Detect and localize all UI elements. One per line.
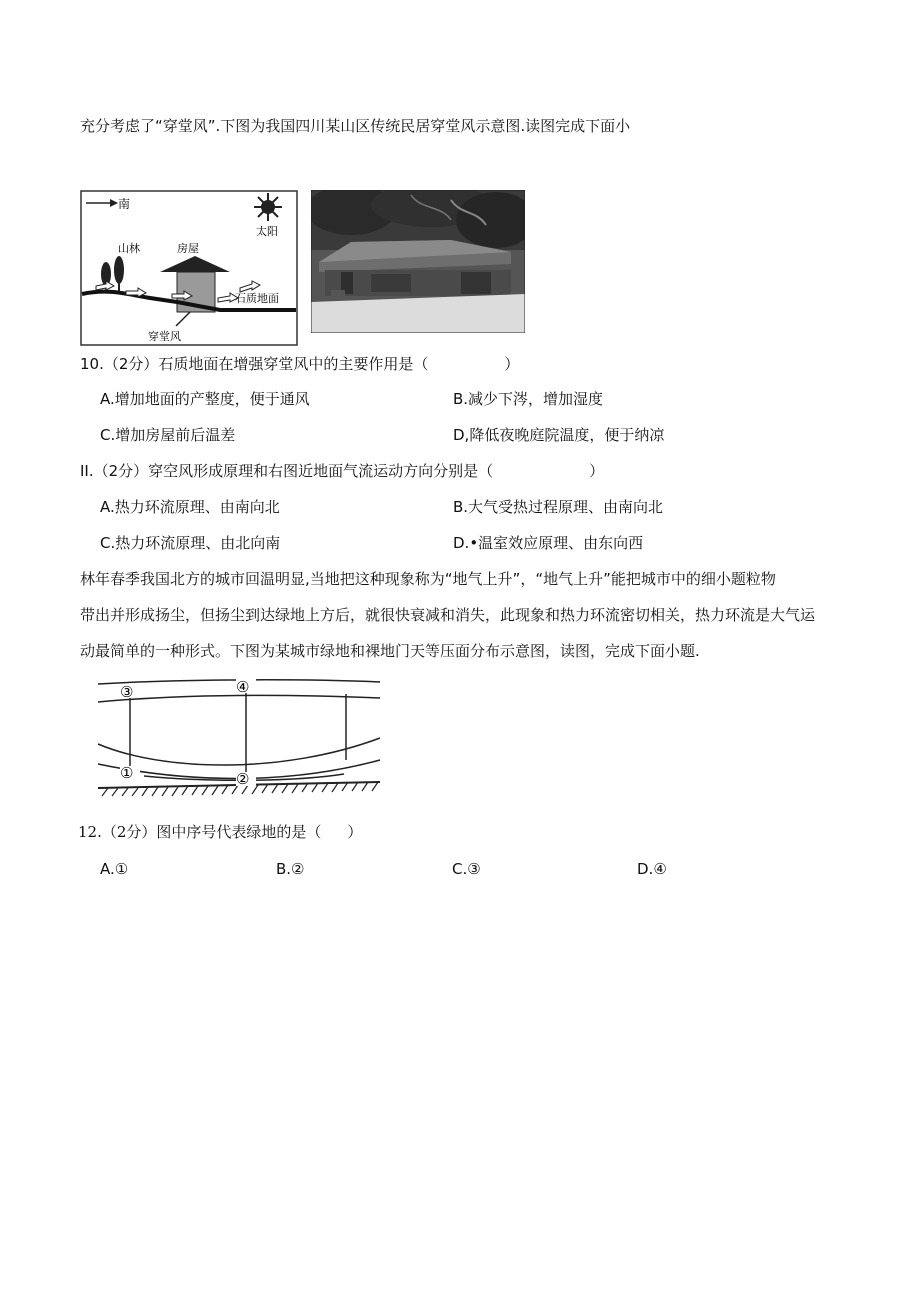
q10-option-b[interactable]: B.减少下涔，增加湿度 xyxy=(453,390,604,408)
sun-icon xyxy=(254,193,282,221)
q11-stem-text: II.（2分）穿空风形成原理和右图近地面气流运动方向分别是（ xyxy=(80,462,494,480)
q10-bracket-close: ） xyxy=(504,355,520,373)
q12-stem xyxy=(78,822,362,842)
q12-option-d[interactable]: D.④ xyxy=(637,860,667,878)
passage-line-2: 带出并形成扬尘，但扬尘到达绿地上方后，就很快衰减和消失，此现象和热力环流密切相关，热力环流是大气运 xyxy=(80,606,816,624)
q12-option-a[interactable]: A.① xyxy=(100,860,129,878)
through-wind-diagram xyxy=(80,190,298,350)
q10-stem xyxy=(80,354,519,374)
marker-4: ④ xyxy=(236,678,250,696)
marker-3: ③ xyxy=(120,683,134,701)
q11-option-c[interactable]: C.热力环流原理、由北向南 xyxy=(100,534,281,552)
q11-bracket-close: ） xyxy=(589,462,605,480)
q10-option-a[interactable]: A.增加地面的产整度，便于通风 xyxy=(100,390,310,408)
house-photo xyxy=(311,190,525,337)
q10-stem-text: 10.（2分）石质地面在增强穿堂风中的主要作用是（ xyxy=(80,355,429,373)
south-label: 南 xyxy=(118,197,131,211)
wind-label: 穿堂风 xyxy=(148,330,181,343)
passage-line-1: 林年春季我国北方的城市回温明显,当地把这种现象称为“地气上升”，“地气上升”能把城市中的细小题粒物 xyxy=(80,570,776,588)
isobar-diagram xyxy=(84,676,384,804)
passage-line-3: 动最简单的一种形式。下图为某城市绿地和裸地门天等压面分布示意图，读图，完成下面小题. xyxy=(80,642,700,660)
q12-stem-text: 12.（2分）图中序号代表绿地的是（ xyxy=(78,823,322,841)
stone-ground-label: 石质地面 xyxy=(235,292,279,305)
q10-option-c[interactable]: C.增加房屋前后温差 xyxy=(100,426,236,444)
q11-stem xyxy=(80,461,604,481)
q12-option-c[interactable]: C.③ xyxy=(452,860,481,878)
forest-label: 山林 xyxy=(118,242,140,255)
q11-option-d[interactable]: D.•温室效应原理、由东向西 xyxy=(453,534,644,552)
marker-1: ① xyxy=(120,764,134,782)
intro-text: 充分考虑了“穿堂风”.下图为我国四川某山区传统民居穿堂风示意图.读图完成下面小 xyxy=(80,117,631,135)
q12-bracket-close: ） xyxy=(347,823,363,841)
q10-option-d[interactable]: D,降低夜晚庭院温度，便于纳凉 xyxy=(453,426,665,444)
house-label: 房屋 xyxy=(177,242,199,255)
q11-option-a[interactable]: A.热力环流原理、由南向北 xyxy=(100,498,280,516)
marker-2: ② xyxy=(236,770,250,788)
sun-label: 太阳 xyxy=(256,225,278,238)
q12-option-b[interactable]: B.② xyxy=(276,860,305,878)
q11-option-b[interactable]: B.大气受热过程原理、由南向北 xyxy=(453,498,664,516)
